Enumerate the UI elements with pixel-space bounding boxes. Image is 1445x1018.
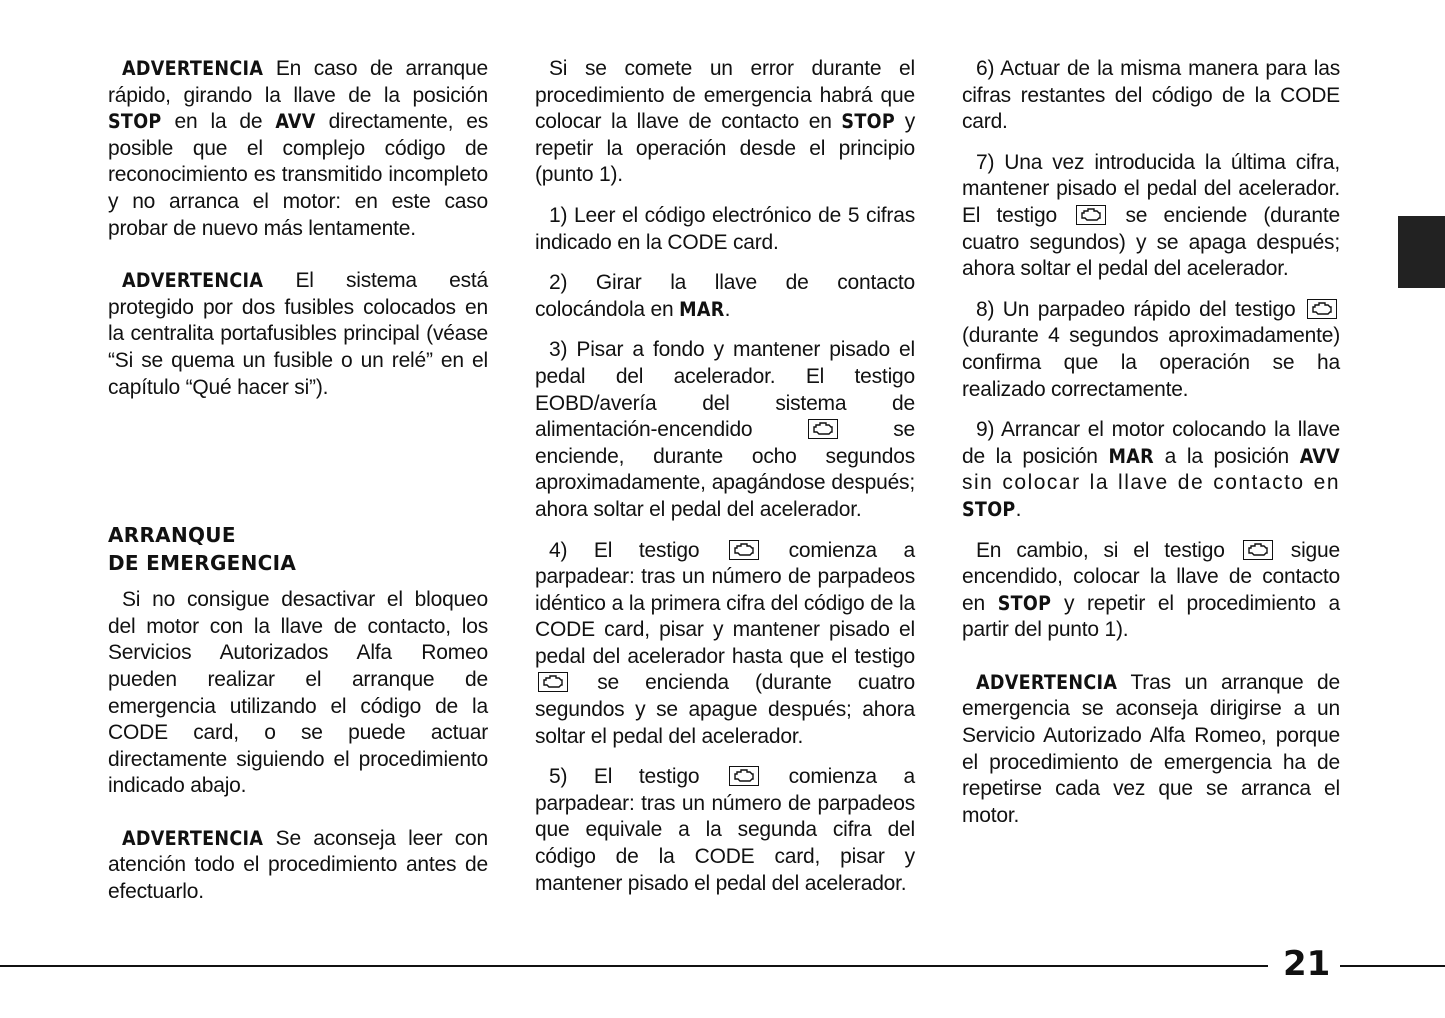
warning-quick-start: ADVERTENCIA En caso de arranque rápido, girando la llave de la posición STOP en la de AVV directamente, es posible que el complejo código de reconocimiento es transmitido incompleto y no arranca el motor: en este caso probar de nuevo más lentamente. <box>108 57 488 240</box>
alternative-note: En cambio, si el testigo sigue encendido, colocar la llave de contacto en STOP y repetir el procedimiento a partir del punto 1). <box>962 538 1341 642</box>
engine-warning-icon <box>1076 205 1106 225</box>
step-3: 3) Pisar a fondo y mantener pisado el pedal del acelerador. El testigo EOBD/avería del sistema de alimentación-encendido se enciende, durante ocho segundos aproximadamente, apagándose después; ahora soltar el pedal del acelerador. <box>535 338 915 521</box>
engine-warning-icon <box>808 419 838 439</box>
warning-after-start: ADVERTENCIA Tras un arranque de emergencia se aconseja dirigirse a un Servicio Autorizado Alfa Romeo, porque el procedimiento de emergencia ha de repetirse cada vez que se arranca el motor. <box>962 670 1340 827</box>
engine-warning-icon <box>729 540 759 560</box>
warning-label: ADVERTENCIA <box>122 57 264 80</box>
footer-rule-right <box>1340 965 1445 967</box>
column-middle <box>535 56 915 897</box>
column-left <box>108 56 488 906</box>
warning-read-first: ADVERTENCIA Se aconseja leer con atención todo el procedimiento antes de efectuarlo. <box>108 826 488 904</box>
engine-warning-icon <box>1243 540 1273 560</box>
error-note: Si se comete un error durante el procedimiento de emergencia habrá que colocar la llave de contacto en STOP y repetir la operación desde el principio (punto 1). <box>535 57 915 187</box>
step-1: 1) Leer el código electrónico de 5 cifras indicado en la CODE card. <box>535 203 915 254</box>
engine-warning-icon <box>729 766 759 786</box>
column-right <box>962 56 1340 829</box>
footer-rule-left <box>0 965 1268 967</box>
chapter-tab <box>1398 216 1445 288</box>
step-2: 2) Girar la llave de contacto colocándola en MAR. <box>535 271 915 321</box>
warning-fuses: ADVERTENCIA El sistema está protegido por dos fusibles colocados en la centralita portafusibles principal (véase “Si se quema un fusible o un relé” en el capítulo “Qué hacer si”). <box>108 269 488 399</box>
page-number: 21 <box>1283 944 1331 984</box>
warning-label: ADVERTENCIA <box>976 670 1118 694</box>
step-9: 9) Arrancar el motor colocando la llave de la posición MAR a la posición AVV sin colocar la llave de contacto en STOP. <box>962 418 1340 521</box>
step-4: 4) El testigo comienza a parpadear: tras un número de parpadeos idéntico a la primera cifra del código de la CODE card, pisar y mantener pisado el pedal del acelerador hasta que el testigo se encienda (durante cuatro segundos y se apague después; ahora soltar el pedal del acelerador. <box>535 538 915 748</box>
step-5: 5) El testigo comienza a parpadear: tras un número de parpadeos que equivale a la segunda cifra del código de la CODE card, pisar y mantener pisado el pedal del acelerador. <box>535 765 915 895</box>
engine-warning-icon <box>1307 299 1337 319</box>
engine-warning-icon <box>538 672 568 692</box>
warning-label: ADVERTENCIA <box>122 269 264 293</box>
emergency-intro: Si no consigue desactivar el bloqueo del motor con la llave de contacto, los Servicios Autorizados Alfa Romeo pueden realizar el arranque de emergencia utilizando el código de la CODE card, o se puede actuar directamente siguiendo el procedimiento indicado abajo. <box>108 588 488 798</box>
section-heading: ARRANQUE DE EMERGENCIA <box>108 523 297 576</box>
step-6: 6) Actuar de la misma manera para las cifras restantes del código de la CODE card. <box>962 57 1340 134</box>
step-8: 8) Un parpadeo rápido del testigo (durante 4 segundos aproximadamente) confirma que la operación se ha realizado correctamente. <box>962 297 1340 401</box>
step-7: 7) Una vez introducida la última cifra, mantener pisado el pedal del acelerador. El testigo se enciende (durante cuatro segundos) y se apaga después; ahora soltar el pedal del acelerador. <box>962 150 1340 281</box>
warning-label: ADVERTENCIA <box>122 826 264 850</box>
